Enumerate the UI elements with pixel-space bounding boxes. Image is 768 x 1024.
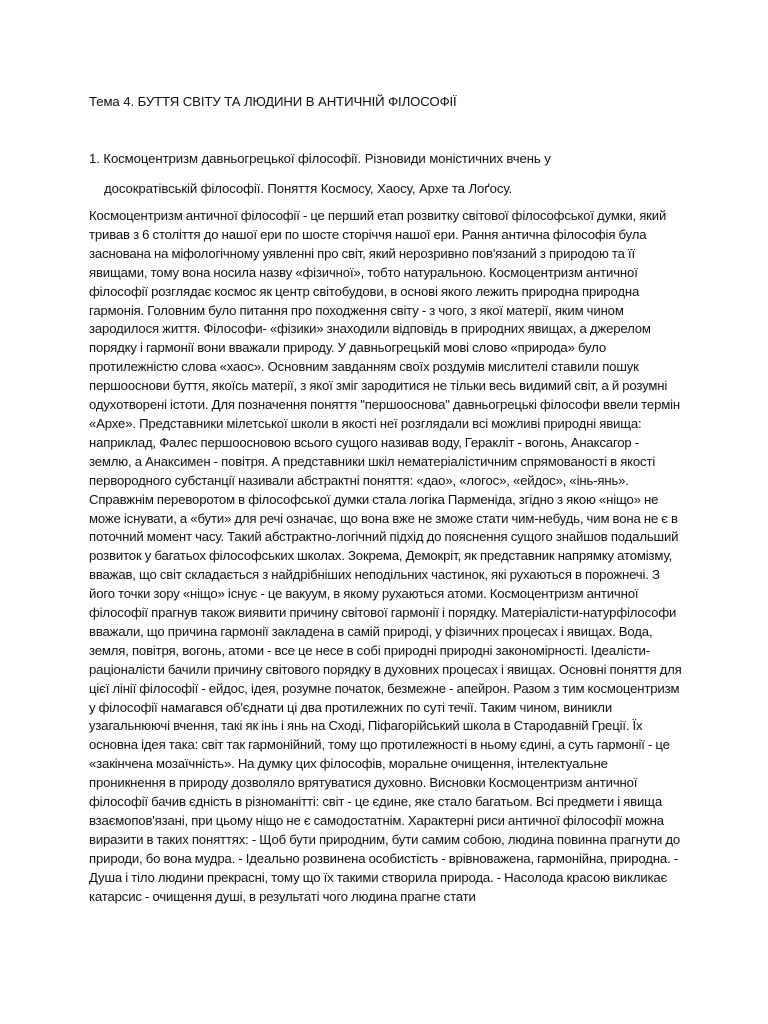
section-heading	[89, 150, 709, 198]
section-heading-line-2: досократівській філософії. Поняття Космосу, Хаосу, Архе та Лоґосу.	[104, 181, 513, 196]
section-heading-line-1: 1. Космоцентризм давньогрецької філософії. Різновиди моністичних вчень у	[89, 151, 551, 166]
body-paragraph: Космоцентризм античної філософії - це перший етап розвитку світової філософської думки, який тривав з 6 століття до нашої ери по шосте сторіччя нашої ери. Рання антична філософія була заснована на міфологічному уявленні про світ, який нерозривно пов'язаний з природою та її явищами, тому вона носила назву «фізичної», тобто натуральною. Космоцентризм античної філософії розглядає космос як центр світобудови, в основі якого лежить природна природна гармонія. Головним було питання про походження світу - з чого, з якої матерії, яким чином зародилося життя. Філософи- «фізики» знаходили відповідь в природних явищах, а джерелом порядку і гармонії вони вважали природу. У давньогрецькій мові слово «природа» було протилежністю слова «хаос». Основним завданням своїх роздумів мислителі ставили пошук першооснови буття, якоїсь матерії, з якої зміг зародитися не тільки весь видимий світ, а й розумні одухотворені істоти. Для позначення поняття "першооснова" давньогрецькі філософи ввели термін «Архе». Представники мілетської школи в якості неї розглядали всі можливі природні явища: наприклад, Фалес першоосновою всього сущого називав воду, Геракліт - вогонь, Анаксагор - землю, а Анаксимен - повітря. А представники шкіл нематеріалістичним спрямованості в якості первородного субстанції називали абстрактні поняття: «дао», «логос», «ейдос», «інь-янь». Справжнім переворотом в філософської думки стала логіка Парменіда, згідно з якою «ніщо» не може існувати, а «бути» для речі означає, що вона вже не зможе стати чим-небудь, чим вона не є в поточний момент часу. Такий абстрактно-логічний підхід до пояснення сущого знайшов подальший розвиток у багатьох філософських школах. Зокрема, Демокріт, як представник напрямку атомізму, вважав, що світ складається з найдрібніших неподільних частинок, які рухаються в порожнечі. З його точки зору «ніщо» існує - це вакуум, в якому рухаються атоми. Космоцентризм античної філософії прагнув також виявити причину світової гармонії і порядку. Матеріалісти-натурфілософи вважали, що причина гармонії закладена в самій природі, у фізичних процесах і явищах. Вода, земля, повітря, вогонь, атоми - все це несе в собі природні природні закономірності. Ідеалісти-раціоналісти бачили причину світового порядку в духовних процесах і явищах. Основні поняття для цієї лінії філософії - ейдос, ідея, розумне початок, безмежне - апейрон. Разом з тим космоцентризм у філософії намагався об'єднати ці два протилежних по суті течії. Таким чином, виникли узагальнюючі вчення, такі як інь і янь на Сході, Піфагорійський школа в Стародавній Греції. Їх основна ідея така: світ так гармонійний, тому що протилежності в ньому єдині, а суть гармонії - це «закінчена мозаїчність». На думку цих філософів, моральне очищення, інтелектуальне проникнення в природу дозволяло врятуватися духовно. Висновки Космоцентризм античної філософії бачив єдність в різноманітті: світ - це єдине, яке стало багатьом. Всі предмети і явища взаємопов'язані, при цьому ніщо не є самодостатнім. Характерні риси античної філософії можна виразити в таких поняттях: - Щоб бути природним, бути самим собою, людина повинна прагнути до природи, бо вона мудра. - Ідеально розвинена особистість - врівноважена, гармонійна, природна. - Душа і тіло людини прекрасні, тому що їх такими створила природа. - Насолода красою викликає катарсис - очищення душі, в результаті чого людина прагне стати	[89, 208, 682, 904]
document-title: Тема 4. БУТТЯ СВІТУ ТА ЛЮДИНИ В АНТИЧНІЙ ФІЛОСОФІЇ	[89, 94, 457, 109]
